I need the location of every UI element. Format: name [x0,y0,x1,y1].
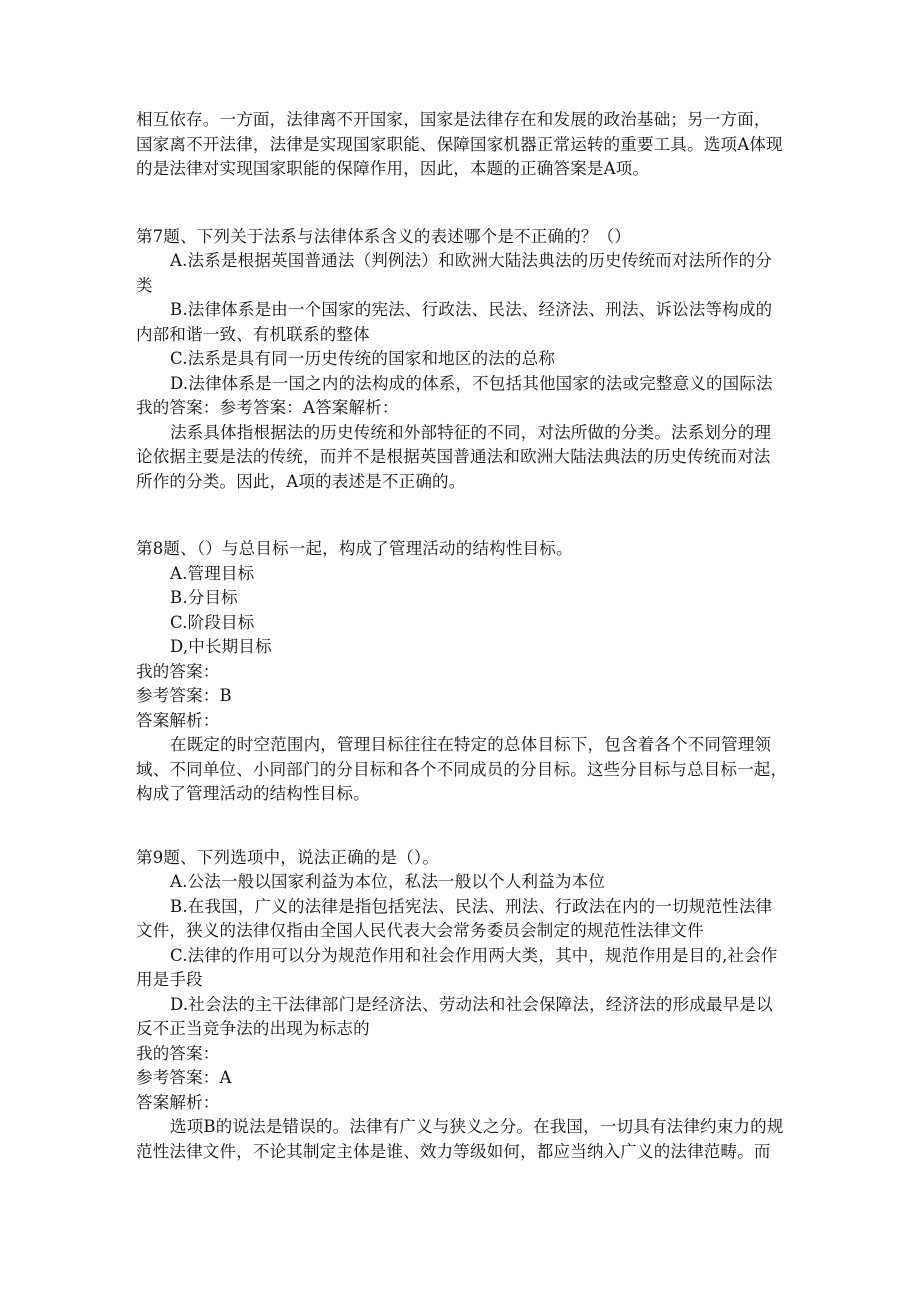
question-9-option-a: A.公法一般以国家利益为本位，私法一般以个人利益为本位 [170,872,606,891]
question-8-analysis-line: 域、不同单位、小同部门的分目标和各个不同成员的分目标。这些分目标与总目标一起， [136,759,788,779]
question-7-title: 第7题、下列关于法系与法律体系含义的表述哪个是不正确的？（） [136,226,631,246]
question-9-option-d: D.社会法的主干法律部门是经济法、劳动法和社会保障法，经济法的形成最早是以 [170,994,773,1014]
question-9-reference-answer: 参考答案：A [136,1068,232,1087]
question-8-reference-answer: 参考答案：B [136,686,232,705]
question-8-analysis-line: 构成了管理活动的结构性目标。 [136,784,370,803]
question-8-option-d: D,中长期目标 [170,637,272,656]
intro-line: 的是法律对实现国家职能的保障作用，因此，本题的正确答案是A项。 [136,159,650,178]
question-9 [136,846,802,1165]
intro-line: 相互依存。一方面，法律离不开国家，国家是法律存在和发展的政治基础；另一方面， [136,110,771,129]
question-9-title: 第9题、下列选项中，说法正确的是（）。 [136,847,440,867]
spacer [136,807,802,846]
question-7-analysis-line: 论依据主要是法的传统，而并不是根据英国普通法和欧洲大陆法典法的历史传统而对法 [136,447,771,466]
question-7 [136,225,802,495]
question-9-option-d-cont: 反不正当竞争法的出现为标志的 [136,1019,370,1038]
intro-paragraph [136,108,802,182]
question-9-option-c-cont: 用是手段 [136,970,203,989]
question-8-my-answer: 我的答案： [136,661,220,681]
question-9-my-answer: 我的答案： [136,1043,220,1063]
question-9-option-b-cont: 文件，狭义的法律仅指由全国人民代表大会常务委员会制定的规范性法律文件 [136,921,704,940]
question-8-analysis-line: 在既定的时空范围内，管理目标往往在特定的总体目标下，包含着各个不同管理领 [170,735,772,754]
question-7-option-a: A.法系是根据英国普通法（判例法）和欧洲大陆法典法的历史传统而对法所作的分 [170,251,773,270]
question-8-title: 第8题、（）与总目标一起，构成了管理活动的结构性目标。 [136,539,573,558]
question-8-analysis-label: 答案解析： [136,710,220,730]
intro-line: 国家离不开法律，法律是实现国家职能、保障国家机器正常运转的重要工具。选项A体现 [136,134,783,154]
question-8 [136,537,802,807]
question-9-analysis-label: 答案解析： [136,1092,220,1112]
question-7-option-b-cont: 内部和谐一致、有机联系的整体 [136,324,370,344]
question-7-option-a-cont: 类 [136,275,153,295]
question-8-option-b: B.分目标 [170,588,238,607]
question-7-option-d: D.法律体系是一国之内的法构成的体系，不包括其他国家的法或完整意义的国际法 [170,373,773,393]
question-9-analysis-line: 选项B的说法是错误的。法律有广义与狭义之分。在我国，一切具有法律约束力的规 [170,1117,784,1136]
question-9-option-b: B.在我国，广义的法律是指包括宪法、民法、刑法、行政法在内的一切规范性法律 [170,896,773,916]
question-7-analysis-line: 所作的分类。因此，A项的表述是不正确的。 [136,471,466,491]
spacer [136,494,802,537]
question-7-option-b: B.法律体系是由一个国家的宪法、行政法、民法、经济法、刑法、诉讼法等构成的 [170,300,773,319]
question-9-option-c: C.法律的作用可以分为规范作用和社会作用两大类，其中，规范作用是目的,社会作 [170,945,778,965]
question-7-answer-line: 我的答案：参考答案：A答案解析： [136,398,399,417]
question-8-option-c: C.阶段目标 [170,612,255,632]
question-7-option-c: C.法系是具有同一历史传统的国家和地区的法的总称 [170,349,556,368]
question-7-analysis-line: 法系具体指根据法的历史传统和外部特征的不同，对法所做的分类。法系划分的理 [170,422,772,442]
question-8-option-a: A.管理目标 [170,563,255,583]
question-9-analysis-line: 范性法律文件，不论其制定主体是谁、效力等级如何，都应当纳入广义的法律范畴。而 [136,1141,771,1161]
spacer [136,182,802,225]
